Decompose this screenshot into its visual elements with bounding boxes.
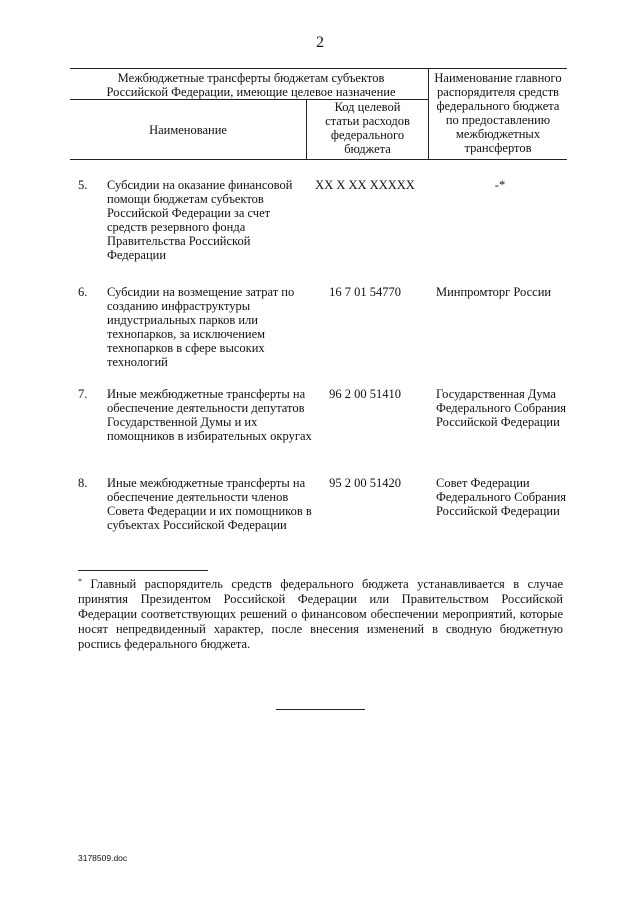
footnote bbox=[78, 574, 563, 652]
header-code-column: Код целевой статьи расходов федерального бюджета bbox=[325, 100, 410, 156]
row-name: Иные межбюджетные трансферты на обеспечение деятельности членов Совета Федерации и их помощников в субъектах Российской Федерации bbox=[107, 476, 312, 532]
row-code: XX X XX XXXXX bbox=[315, 178, 415, 192]
row-number: 8. bbox=[78, 476, 88, 490]
header-admin-column: Наименование главного распорядителя средств федерального бюджета по предоставлению межбюджетных трансфертов bbox=[434, 71, 562, 155]
row-admin: Совет Федерации Федерального Собрания Российской Федерации bbox=[436, 476, 567, 518]
header-divider-admin bbox=[428, 68, 429, 159]
footnote-separator bbox=[78, 570, 208, 571]
row-admin: Минпромторг России bbox=[436, 285, 552, 299]
header-group-title: Межбюджетные трансферты бюджетам субъектов Российской Федерации, имеющие целевое назначение bbox=[106, 71, 396, 99]
footnote-text: Главный распорядитель средств федерального бюджета устанавливается в случае принятия Президентом Российской Федерации или Правительством Российской Федерации соответствующих решений о финансовом обеспечении мероприятий, которые носят непредвиденный характер, после внесения изменений в сводную бюджетную роспись федерального бюджета. bbox=[78, 577, 563, 651]
end-of-document-rule bbox=[276, 709, 365, 710]
footnote-marker: * bbox=[78, 577, 82, 586]
document-file-id: 3178509.doc bbox=[78, 853, 128, 863]
row-admin: Государственная Дума Федерального Собрания Российской Федерации bbox=[436, 387, 567, 429]
row-name: Иные межбюджетные трансферты на обеспечение деятельности депутатов Государственной Думы и их помощников в избирательных округах bbox=[107, 387, 312, 443]
row-number: 5. bbox=[78, 178, 88, 192]
table-top-rule bbox=[70, 68, 567, 69]
row-admin: -* bbox=[494, 178, 506, 192]
header-name-column: Наименование bbox=[149, 123, 227, 137]
row-code: 16 7 01 54770 bbox=[329, 285, 401, 299]
row-name: Субсидии на оказание финансовой помощи бюджетам субъектов Российской Федерации за счет средств резервного фонда Правительства Российской Федерации bbox=[107, 178, 293, 262]
page-number: 2 bbox=[316, 34, 324, 51]
row-number: 7. bbox=[78, 387, 88, 401]
row-name: Субсидии на возмещение затрат по созданию инфраструктуры индустриальных парков или технопарков, за исключением технопарков в сфере высоких технологий bbox=[107, 285, 295, 369]
row-number: 6. bbox=[78, 285, 88, 299]
header-divider-code bbox=[306, 99, 307, 159]
table-header-bottom-rule bbox=[70, 159, 567, 160]
row-code: 96 2 00 51410 bbox=[329, 387, 401, 401]
row-code: 95 2 00 51420 bbox=[329, 476, 401, 490]
